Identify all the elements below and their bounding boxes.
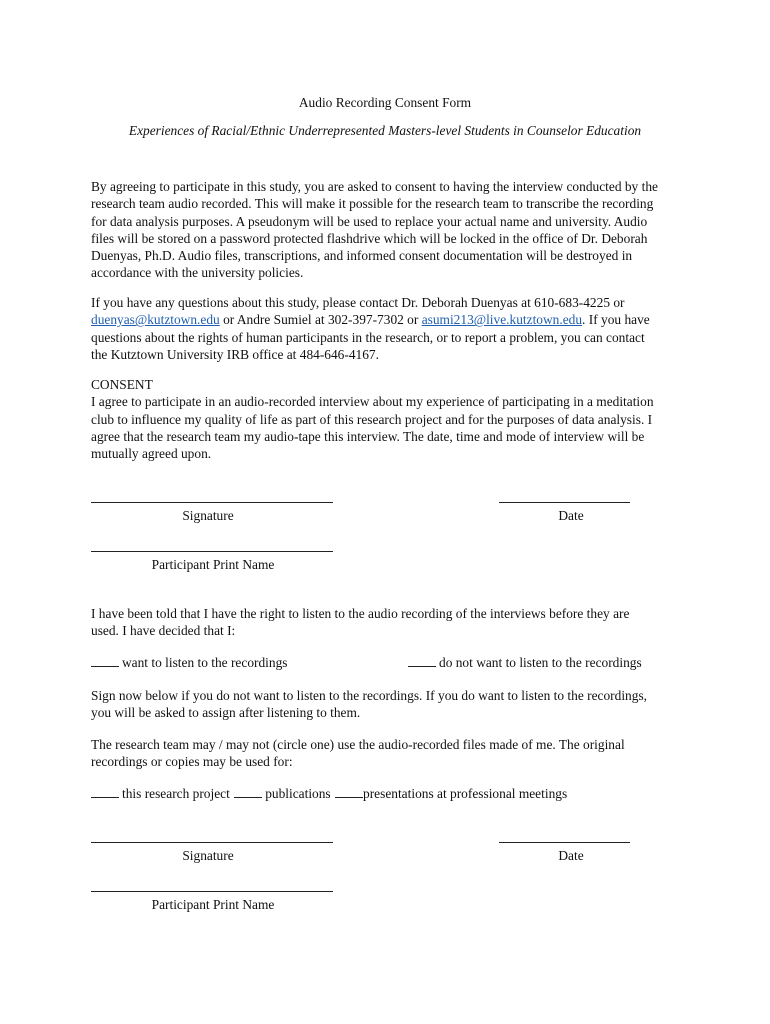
consent-section bbox=[91, 376, 691, 462]
intro-paragraph bbox=[91, 178, 691, 282]
listen-paragraph bbox=[91, 605, 691, 640]
listen-line: I have been told that I have the right to listen to the audio recording of the interviews before they are bbox=[91, 606, 630, 621]
sign-now-line: Sign now below if you do not want to listen to the recordings. If you do want to listen to the recordings, bbox=[91, 688, 647, 703]
contact-line: If you have any questions about this study, please contact Dr. Deborah Duenyas at 610-683-4225 or bbox=[91, 295, 625, 310]
print-name-label: Participant Print Name bbox=[151, 557, 275, 572]
email-link-sumiel[interactable]: asumi213@live.kutztown.edu bbox=[421, 312, 583, 328]
checkbox-blank-publications[interactable] bbox=[234, 786, 262, 798]
sign-now-paragraph bbox=[91, 687, 691, 722]
contact-line: the Kutztown University IRB office at 484-646-4167. bbox=[91, 346, 379, 362]
usage-options bbox=[91, 785, 567, 802]
sign-now-line: you will be asked to assign after listening to them. bbox=[91, 705, 361, 721]
checkbox-blank-want[interactable] bbox=[91, 655, 119, 667]
contact-paragraph bbox=[91, 294, 691, 363]
signature-line-2[interactable] bbox=[91, 842, 333, 843]
option-not-want-label: do not want to listen to the recordings bbox=[439, 655, 642, 670]
consent-line: mutually agreed upon. bbox=[91, 446, 212, 462]
contact-mid-text: or Andre Sumiel at 302-397-7302 or bbox=[219, 312, 422, 328]
listen-line: used. I have decided that I: bbox=[91, 623, 236, 639]
date-line[interactable] bbox=[499, 502, 630, 503]
print-name-line-2[interactable] bbox=[91, 891, 333, 892]
page-subtitle: Experiences of Racial/Ethnic Underrepresented Masters-level Students in Counselor Education bbox=[128, 123, 642, 138]
option-want-label: want to listen to the recordings bbox=[122, 655, 288, 670]
signature-label-2: Signature bbox=[182, 848, 234, 863]
intro-line: accordance with the university policies. bbox=[91, 265, 304, 281]
email-link-duenyas[interactable]: duenyas@kutztown.edu bbox=[91, 312, 220, 328]
usage-option-publications: publications bbox=[265, 786, 331, 801]
usage-line: recordings or copies may be used for: bbox=[91, 754, 293, 770]
checkbox-blank-not-want[interactable] bbox=[408, 655, 436, 667]
intro-line: files will be stored on a password protected flashdrive which will be locked in the office of Dr. Deborah bbox=[91, 230, 648, 246]
contact-line-emails bbox=[91, 311, 691, 328]
intro-line: research team audio recorded. This will make it possible for the research team to transcribe the recording bbox=[91, 196, 654, 212]
intro-line: Duenyas, Ph.D. Audio files, transcriptions, and informed consent documentation will be destroyed in bbox=[91, 248, 633, 264]
signature-line[interactable] bbox=[91, 502, 333, 503]
consent-line: I agree to participate in an audio-recorded interview about my experience of participating in a meditation bbox=[91, 394, 654, 410]
intro-line: for data analysis purposes. A pseudonym will be used to replace your actual name and university. Audio bbox=[91, 213, 648, 229]
date-line-2[interactable] bbox=[499, 842, 630, 843]
usage-paragraph bbox=[91, 736, 691, 771]
print-name-line[interactable] bbox=[91, 551, 333, 552]
usage-line: The research team may / may not (circle one) use the audio-recorded files made of me. The original bbox=[91, 737, 625, 752]
usage-option-presentations: presentations at professional meetings bbox=[363, 786, 568, 801]
date-label: Date bbox=[558, 508, 584, 523]
usage-option-this-project: this research project bbox=[122, 786, 230, 801]
print-name-label-2: Participant Print Name bbox=[151, 897, 275, 912]
option-not-want-listen[interactable] bbox=[408, 654, 642, 671]
intro-line: By agreeing to participate in this study, you are asked to consent to having the interview conducted by the bbox=[91, 179, 658, 194]
checkbox-blank-presentations[interactable] bbox=[335, 786, 363, 798]
page-title: Audio Recording Consent Form bbox=[298, 95, 472, 110]
date-label-2: Date bbox=[558, 848, 584, 863]
consent-heading: CONSENT bbox=[91, 377, 153, 392]
signature-label: Signature bbox=[182, 508, 234, 523]
contact-line: questions about the rights of human participants in the research, or to report a problem, you can contact bbox=[91, 329, 645, 345]
contact-tail-text: . If you have bbox=[582, 312, 650, 328]
option-want-listen[interactable] bbox=[91, 654, 288, 671]
checkbox-blank-this-project[interactable] bbox=[91, 786, 119, 798]
consent-line: club to influence my quality of life as part of this research project and for the purposes of data analysis. I bbox=[91, 411, 653, 427]
consent-line: agree that the research team my audio-tape this interview. The date, time and mode of interview will be bbox=[91, 428, 645, 444]
